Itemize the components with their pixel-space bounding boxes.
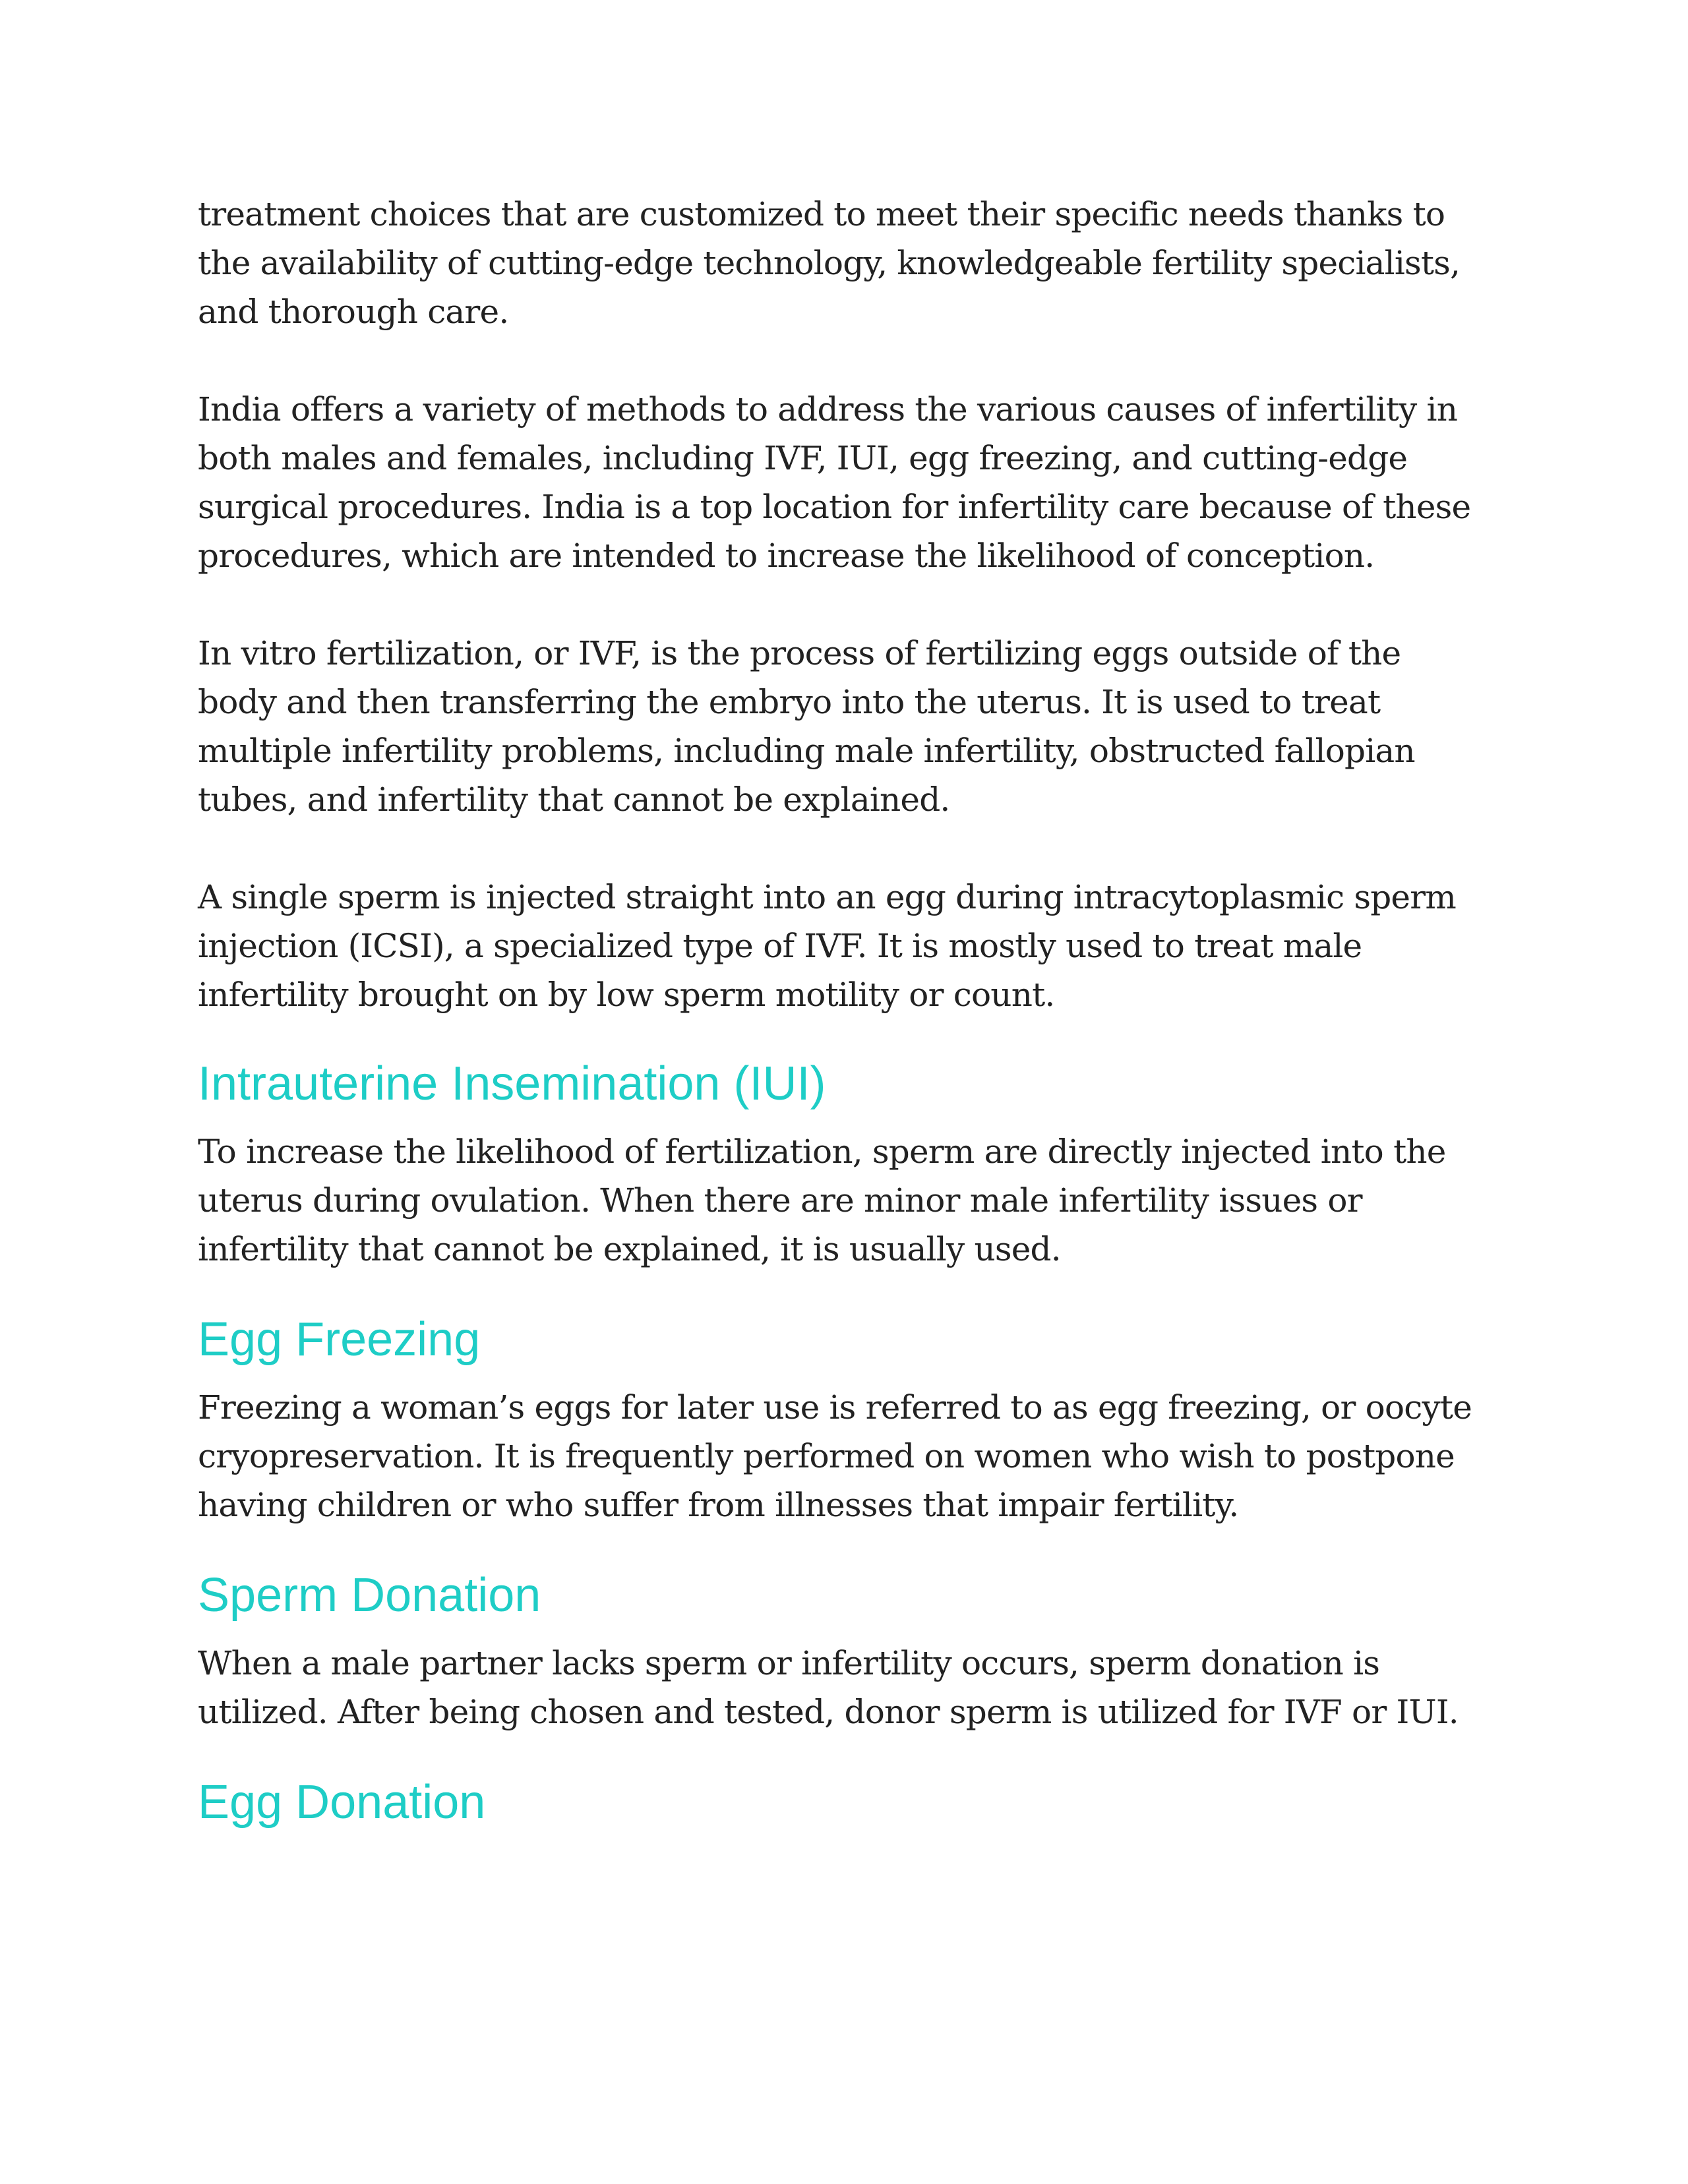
text-line: treatment choices that are customized to meet their specific needs thanks to — [198, 195, 1445, 233]
paragraph-gap — [198, 580, 1490, 629]
section-heading-egg-donation: Egg Donation — [198, 1776, 486, 1829]
paragraph-icsi — [198, 873, 1490, 1019]
paragraph-gap — [198, 336, 1490, 385]
paragraph-treatment-choices — [198, 190, 1490, 336]
text-line: When a male partner lacks sperm or infertility occurs, sperm donation is — [198, 1644, 1380, 1682]
text-line: and thorough care. — [198, 293, 509, 331]
text-line: In vitro fertilization, or IVF, is the process of fertilizing eggs outside of the — [198, 634, 1401, 672]
paragraph-gap — [198, 824, 1490, 873]
paragraph-ivf — [198, 629, 1490, 824]
paragraph-egg-freezing — [198, 1383, 1490, 1529]
document-page — [198, 190, 1490, 1846]
text-line: surgical procedures. India is a top location for infertility care because of these — [198, 488, 1471, 526]
text-line: A single sperm is injected straight into an egg during intracytoplasmic sperm — [198, 878, 1456, 916]
text-line: infertility that cannot be explained, it is usually used. — [198, 1230, 1061, 1268]
section-heading-sperm-donation: Sperm Donation — [198, 1569, 541, 1622]
text-line: the availability of cutting-edge technology, knowledgeable fertility specialists, — [198, 244, 1461, 282]
text-line: To increase the likelihood of fertilization, sperm are directly injected into the — [198, 1133, 1446, 1171]
paragraph-iui — [198, 1127, 1490, 1274]
text-line: tubes, and infertility that cannot be explained. — [198, 781, 950, 819]
text-line: multiple infertility problems, including male infertility, obstructed fallopian — [198, 732, 1415, 770]
text-line: uterus during ovulation. When there are minor male infertility issues or — [198, 1181, 1362, 1220]
section-heading-egg-freezing: Egg Freezing — [198, 1313, 481, 1366]
text-line: body and then transferring the embryo into the uterus. It is used to treat — [198, 683, 1381, 721]
text-line: India offers a variety of methods to address the various causes of infertility in — [198, 390, 1458, 428]
text-line: infertility brought on by low sperm motility or count. — [198, 976, 1055, 1014]
paragraph-sperm-donation — [198, 1639, 1490, 1736]
paragraph-india-methods — [198, 385, 1490, 580]
text-line: cryopreservation. It is frequently performed on women who wish to postpone — [198, 1437, 1455, 1475]
text-line: injection (ICSI), a specialized type of IVF. It is mostly used to treat male — [198, 927, 1362, 965]
text-line: both males and females, including IVF, IUI, egg freezing, and cutting-edge — [198, 439, 1408, 477]
text-line: utilized. After being chosen and tested, donor sperm is utilized for IVF or IUI. — [198, 1693, 1459, 1731]
text-line: having children or who suffer from illnesses that impair fertility. — [198, 1486, 1239, 1524]
text-line: Freezing a woman’s eggs for later use is referred to as egg freezing, or oocyte — [198, 1388, 1472, 1427]
section-heading-iui: Intrauterine Insemination (IUI) — [198, 1057, 826, 1110]
text-line: procedures, which are intended to increase the likelihood of conception. — [198, 537, 1375, 575]
